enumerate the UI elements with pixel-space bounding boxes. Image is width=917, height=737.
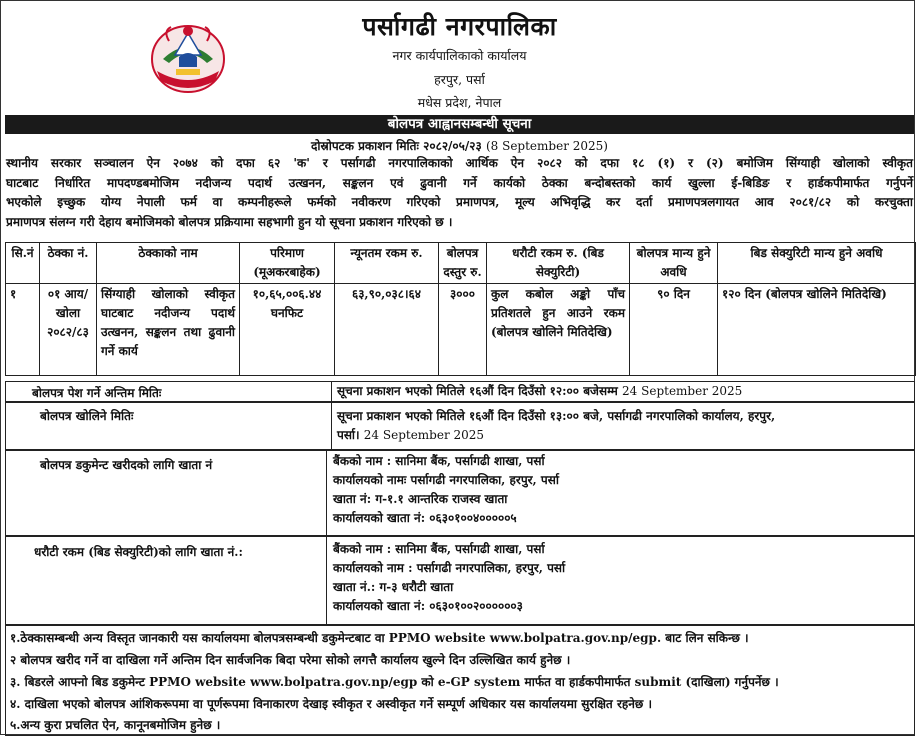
- note-item: २ बोलपत्र खरीद गर्ने वा दाखिला गर्ने अन्तिम दिन सार्वजनिक बिदा परेमा सोको लगत्तै कार्यालय खुल्ने दिन उल्लिखित कार्य हुनेछ ।: [10, 653, 571, 667]
- opening-date-en: 24 September 2025: [363, 428, 485, 442]
- notes-section: [5, 625, 915, 736]
- col-header-quantity: परिमाण (मूअकरबाहेक): [240, 243, 335, 284]
- cell-validity: ९० दिन: [630, 284, 718, 376]
- paragraph-line: स्थानीय सरकार सञ्चालन ऐन २०७४ को दफा ६२ 'क' र पर्सागढी नगरपालिकाको आर्थिक ऐन २०८२ को दफा १८ (१) र (२) बमोजिम सिंग्याही खोलाको स्वीकृत: [6, 156, 913, 170]
- submission-value: [337, 382, 742, 401]
- col-header-name: ठेक्काको नाम: [97, 243, 240, 284]
- publication-date: [1, 137, 917, 154]
- col-header-validity: बोलपत्र मान्य हुने अवधि: [630, 243, 718, 284]
- province-country: मधेस प्रदेश, नेपाल: [417, 95, 502, 110]
- col-header-security-validity: बिड सेक्युरिटी मान्य हुने अवधि: [718, 243, 916, 284]
- doc-account-details: [333, 452, 559, 528]
- cell-security-validity: १२० दिन (बोलपत्र खोलिने मितिदेखि): [718, 284, 916, 376]
- cell-min-amount: ६३,९०,०३८।६४: [335, 284, 439, 376]
- paragraph-line: प्रमाणपत्र संलग्न गरी देहाय बमोजिमको बोलपत्र प्रक्रियामा सहभागी हुन यो सूचना प्रकाशन गरिएको छ ।: [6, 214, 453, 229]
- note-item: ४. दाखिला भएको बोलपत्र आंशिकरूपमा वा पूर्णरूपमा विनाकारण देखाइ स्वीकृत र अस्वीकृत गर्ने सम्पूर्ण अधिकार यस कार्यालयमा सुरक्षित रहनेछ ।: [10, 697, 653, 711]
- submission-label: बोलपत्र पेश गर्ने अन्तिम मितिः: [32, 386, 162, 400]
- opening-date-row: [5, 402, 915, 450]
- submission-deadline-row: [5, 381, 915, 402]
- document-account-row: [5, 450, 915, 536]
- deposit-account-label: धरौटी रकम (बिड सेक्युरिटी)को लागि खाता नं.:: [34, 545, 243, 559]
- doc-account-line: कार्यालयको खाता नं: ०६३०१००४०००००५: [333, 511, 517, 525]
- opening-text-2: पर्सा।: [337, 428, 360, 442]
- doc-account-line: खाता नं: ग-१.१ आन्तरिक राजस्व खाता: [333, 492, 508, 506]
- publication-date-en: (8 September 2025): [485, 139, 608, 153]
- note-item: ५.अन्य कुरा प्रचलित ऐन, कानूनबमोजिम हुनेछ ।: [10, 718, 221, 732]
- table-row: [6, 284, 916, 376]
- intro-paragraph: [6, 154, 913, 232]
- opening-text: सूचना प्रकाशन भएको मितिले १६औं दिन दिउँसो १३:०० बजे, पर्सागढी नगरपालिको कार्यालय, हरपुर,: [337, 409, 776, 423]
- deposit-account-details: [333, 540, 565, 616]
- cell-quantity: १०,६५,००६.४४ घनफिट: [240, 284, 335, 376]
- cell-contract-no: ०१ आय/खोला २०८२/८३: [40, 284, 97, 376]
- note-item: ३. बिडरले आफ्नो बिड डकुमेन्ट PPMO website www.bolpatra.gov.np/egp को e-GP system मार्फत वा हार्डकपीमार्फत submit (दाखिला) गर्नुपर्नेछ ।: [10, 675, 779, 689]
- opening-label: बोलपत्र खोलिने मितिः: [40, 409, 134, 423]
- table-header-row: [6, 243, 916, 284]
- doc-account-line: कार्यालयको नामः पर्सागढी नगरपालिका, हरपुर, पर्सा: [333, 473, 559, 487]
- col-header-min-amount: न्यूनतम रकम रु.: [335, 243, 439, 284]
- cell-deposit: कुल कबोल अङ्को पाँच प्रतिशतले हुन आउने रकम (बोलपत्र खोलिने मितिदेखि): [487, 284, 630, 376]
- deposit-account-row: [5, 536, 915, 625]
- deposit-account-line: कार्यालयको नाम : पर्सागढी नगरपालिका, हरपुर, पर्सा: [333, 561, 566, 575]
- office-location: हरपुर, पर्सा: [434, 72, 485, 87]
- submission-date-en: 24 September 2025: [622, 384, 743, 398]
- publication-date-np: दोस्रोपटक प्रकाशन मितिः २०८२/०५/२३: [311, 139, 482, 153]
- col-header-sn: सि.नं: [6, 243, 40, 284]
- cell-fee: ३०००: [439, 284, 487, 376]
- paragraph-line: घाटबाट निर्धारित मापदण्डबमोजिम नदीजन्य पदार्थ उत्खनन, सङ्कलन एवं ढुवानी गर्ने कार्यको ठेक्का बन्दोबस्तको कार्य खुल्ला ई-बिडिङ र हार्डकपीमार्फत गर्नुपर्ने: [6, 175, 913, 190]
- tender-table: [5, 242, 916, 376]
- municipality-title: पर्सागढी नगरपालिका: [362, 12, 557, 41]
- deposit-account-line: कार्यालयको खाता नं: ०६३०१००२००००००३: [333, 599, 523, 613]
- office-name: नगर कार्यपालिकाको कार्यालय: [392, 48, 527, 63]
- paragraph-line: भएकोले इच्छुक योग्य नेपाली फर्म वा कम्पनीहरूले फर्मको नवीकरण गरिएको प्रमाणपत्र, मूल्य अभिवृद्धि कर दर्ता प्रमाणपत्रलगायत आव २०८१/८२ को करचुक्ता: [6, 195, 913, 210]
- col-header-contract-no: ठेक्का नं.: [40, 243, 97, 284]
- doc-account-line: बैंकको नाम : सानिमा बैंक, पर्सागढी शाखा, पर्सा: [333, 454, 545, 468]
- deposit-account-line: बैंकको नाम : सानिमा बैंक, पर्सागढी शाखा, पर्सा: [333, 542, 545, 556]
- notice-banner: बोलपत्र आह्वानसम्बन्धी सूचना: [5, 115, 914, 134]
- note-item: १.ठेक्कासम्बन्धी अन्य विस्तृत जानकारी यस कार्यालयमा बोलपत्रसम्बन्धी डकुमेन्टबाट वा PPMO website www.bolpatra.gov.np/egp. बाट लिन सकिन्छ ।: [10, 631, 749, 645]
- cell-sn: १: [6, 284, 40, 376]
- doc-account-label: बोलपत्र डकुमेन्ट खरीदको लागि खाता नं: [40, 458, 213, 472]
- cell-name: सिंग्याही खोलाको स्वीकृत घाटबाट नदीजन्य पदार्थ उत्खनन, सङ्कलन तथा ढुवानी गर्ने कार्य: [97, 284, 240, 376]
- col-header-fee: बोलपत्र दस्तुर रु.: [439, 243, 487, 284]
- deposit-account-line: खाता नं.: ग-३ धरौटी खाता: [333, 580, 454, 594]
- opening-value: [337, 407, 909, 445]
- submission-text: सूचना प्रकाशन भएको मितिले १६औं दिन दिउँसो १२:०० बजेसम्म: [337, 384, 618, 398]
- col-header-deposit: धरौटी रकम रु. (बिड सेक्युरिटी): [487, 243, 630, 284]
